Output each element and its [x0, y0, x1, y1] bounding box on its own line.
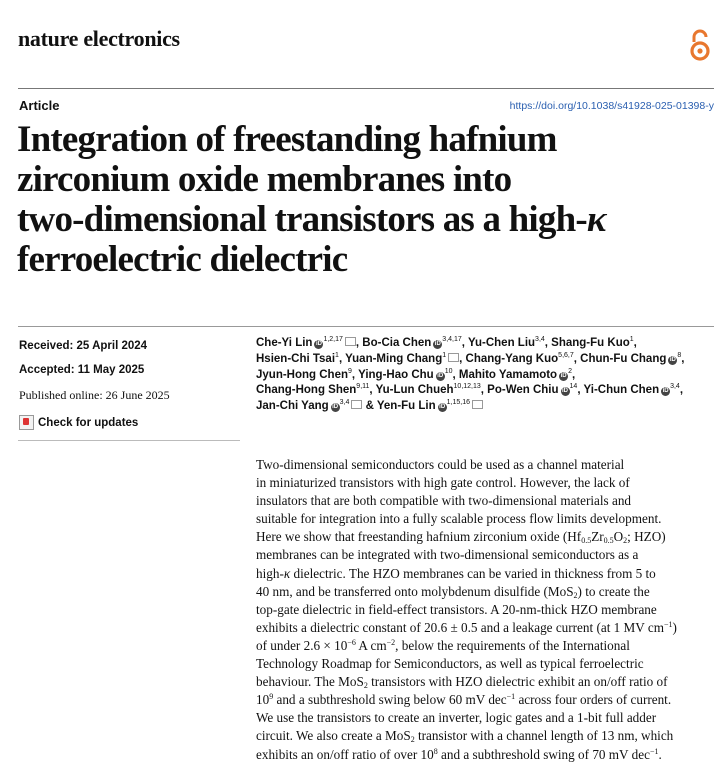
subscript: 2 [573, 590, 578, 600]
author-affil: 3,4 [670, 383, 680, 391]
text: of under 2.6 × 10 [256, 637, 348, 653]
text: O [613, 529, 624, 545]
author-affil: 1 [335, 351, 339, 359]
separator: , [355, 337, 363, 349]
abstract-line: in miniaturized transistors with high gate control. However, the lack of [256, 475, 630, 491]
author-affil: 1 [629, 336, 634, 343]
separator: , [452, 368, 459, 381]
abstract-line [256, 637, 718, 655]
author-name[interactable]: Yu-Chen Liu [467, 337, 536, 349]
author-name[interactable]: Shang-Fu Kuo [551, 337, 630, 349]
abstract-line [256, 528, 718, 546]
orcid-icon[interactable]: iD [437, 372, 444, 379]
text: Zr [591, 529, 604, 545]
abstract-line: membranes can be integrated with two-dimensional semiconductors as a [256, 547, 639, 563]
title-kappa: κ [586, 199, 606, 240]
email-icon[interactable] [448, 353, 459, 362]
superscript: −1 [649, 746, 659, 756]
orcid-icon[interactable]: iD [434, 341, 441, 347]
author-name[interactable]: Yi-Chun Chen [583, 384, 660, 397]
text: . [658, 746, 662, 762]
title-line: ferroelectric dielectric [17, 239, 348, 280]
author-name[interactable]: Jan-Chi Yang [256, 400, 329, 413]
text: ; HZO) [627, 529, 666, 545]
text: and a subthreshold swing of 70 mV dec [437, 746, 650, 762]
separator: , [573, 352, 581, 365]
abstract [256, 456, 718, 764]
text: across four orders of current. [515, 692, 672, 708]
separator: , [338, 352, 346, 365]
abstract-line: We use the transistors to create an inverter, logic gates and a 1-bit full adder [256, 710, 657, 726]
separator: , [369, 384, 376, 397]
check-for-updates-button[interactable] [19, 415, 138, 430]
orcid-icon[interactable]: iD [562, 388, 569, 395]
open-access-icon [688, 28, 712, 62]
orcid-icon[interactable]: iD [669, 356, 676, 363]
text: circuit. We also create a MoS [256, 728, 411, 744]
check-updates-label: Check for updates [38, 416, 139, 429]
subscript: 2 [410, 735, 415, 745]
author-affil: 10 [444, 367, 453, 375]
superscript: 9 [269, 692, 274, 702]
author-affil: 10,12,13 [453, 383, 481, 391]
separator: , [459, 352, 466, 365]
abstract-line: Technology Roadmap for Semiconductors, as well as typical ferroelectric [256, 656, 644, 672]
text: transistors with HZO dielectric exhibit an on/off ratio of [367, 674, 668, 690]
text: dielectric. The HZO membranes can be varied in thickness from 5 to [290, 565, 656, 581]
author-name[interactable]: Ying-Hao Chu [358, 368, 434, 381]
title-line [17, 200, 717, 240]
subscript: 2 [623, 536, 628, 546]
doi-link[interactable]: https://doi.org/10.1038/s41928-025-01398-y [509, 100, 714, 112]
author-affil: 2 [568, 367, 572, 375]
orcid-icon[interactable]: iD [662, 388, 669, 395]
orcid-icon[interactable]: iD [332, 404, 339, 411]
text: exhibits a dielectric constant of 20.6 ± 0.5 and a leakage current (at 1 MV cm [256, 619, 664, 635]
text: 10 [256, 692, 270, 708]
article-title [17, 120, 717, 280]
text: behaviour. The MoS [256, 674, 364, 690]
section-divider [18, 326, 714, 327]
title-text: two-dimensional transistors as a high- [17, 199, 587, 240]
author-affil: 3,4 [339, 399, 350, 407]
author-name[interactable]: Bo-Cia Chen [362, 337, 432, 349]
text: and a subthreshold swing below 60 mV dec [273, 692, 507, 708]
title-line: Integration of freestanding hafnium [17, 119, 557, 160]
separator: , [351, 368, 359, 381]
superscript: −1 [506, 692, 516, 702]
text: , below the requirements of the International [395, 637, 630, 653]
text: transistor with a channel length of 13 nm, which [414, 728, 674, 744]
title-line: zirconium oxide membranes into [17, 159, 512, 200]
author-line [256, 399, 716, 415]
separator: , [461, 337, 468, 349]
abstract-line: suitable for integration into a fully scalable process flow limits development. [256, 511, 662, 527]
dates-divider [18, 440, 240, 441]
abstract-line [256, 583, 718, 601]
author-name[interactable]: Che-Yi Lin [256, 337, 313, 349]
author-affil: 5,6,7 [558, 351, 574, 359]
superscript: −6 [347, 637, 356, 647]
abstract-line: Two-dimensional semiconductors could be used as a channel material [256, 457, 625, 472]
author-name[interactable]: Yuan-Ming Chang [345, 352, 443, 365]
author-affil: 1 [442, 351, 447, 359]
subscript: 0.5 [603, 536, 614, 546]
author-name[interactable]: Jyun-Hong Chen [256, 368, 348, 381]
author-name[interactable]: Yen-Fu Lin [376, 400, 436, 413]
author-affil: 3,4 [535, 336, 545, 343]
text: high- [256, 565, 284, 581]
subscript: 0.5 [581, 536, 592, 546]
email-icon[interactable] [345, 337, 356, 346]
separator: , [577, 384, 584, 397]
accepted-date: Accepted: 11 May 2025 [19, 364, 145, 376]
separator: & [362, 400, 377, 413]
superscript: 8 [433, 746, 438, 756]
author-name[interactable]: Po-Wen Chiu [487, 384, 559, 397]
separator: , [544, 337, 552, 349]
abstract-line [256, 727, 718, 745]
separator: , [480, 384, 488, 397]
author-affil: 14 [569, 383, 578, 391]
text: ) to create the [577, 583, 650, 599]
abstract-line [256, 746, 718, 764]
author-affil: 3,4,17 [442, 336, 462, 343]
received-date: Received: 25 April 2024 [19, 340, 148, 352]
email-icon[interactable] [472, 400, 483, 409]
text: Here we show that freestanding hafnium zirconium oxide (Hf [256, 529, 582, 545]
text: exhibits an on/off ratio of over 10 [256, 746, 434, 762]
superscript: −2 [386, 637, 396, 647]
abstract-line: insulators that are both compatible with two-dimensional materials and [256, 493, 632, 509]
author-name[interactable]: Chang-Yang Kuo [465, 352, 559, 365]
author-name[interactable]: Chun-Fu Chang [580, 352, 667, 365]
orcid-icon[interactable]: iD [315, 341, 322, 347]
orcid-icon[interactable]: iD [439, 404, 446, 411]
abstract-line [256, 565, 718, 583]
author-affil: 9 [348, 367, 352, 375]
email-icon[interactable] [351, 400, 362, 409]
journal-name[interactable]: nature electronics [18, 26, 180, 51]
author-line: Jyun-Hong Chen$^9$, Ying-Hao Chu $iD^{10}$, Mahito Yamamoto $iD^2$, [256, 367, 576, 381]
abstract-line [256, 619, 718, 637]
published-date: Published online: 26 June 2025 [19, 388, 170, 402]
header-divider [18, 88, 714, 89]
author-line: Che-Yi Lin iD$^{1,2,17}$ , Bo-Cia Chen iD$^{3,4,17}$, Yu-Chen Liu$^{3,4}$, Shang-Fu Kuo$^1$, [256, 336, 637, 349]
article-type: Article [19, 98, 60, 113]
author-line: Hsien-Chi Tsai$^1$, Yuan-Ming Chang$^1$ , Chang-Yang Kuo$^{5,6,7}$, Chun-Fu Chang $iD^8$, [256, 351, 685, 365]
author-affil: 1,2,17 [323, 336, 343, 343]
author-name[interactable]: Chang-Hong Shen [256, 384, 357, 397]
abstract-line [256, 673, 718, 691]
abstract-line [256, 691, 718, 709]
text: 40 nm, and be transferred onto molybdenum disulfide (MoS [256, 583, 574, 599]
author-name[interactable]: Yu-Lun Chueh [375, 384, 454, 397]
text: A cm [355, 637, 387, 653]
author-affil: 1,15,16 [446, 399, 471, 407]
author-line: Chang-Hong Shen$^{9,11}$, Yu-Lun Chueh$^{10,12,13}$, Po-Wen Chiu $iD^{14}$, Yi-Chun Chen iD$^{3,4}$, [256, 383, 684, 397]
text: ) [672, 619, 677, 635]
kappa: κ [283, 565, 291, 581]
author-affil: 9,11 [356, 383, 370, 391]
author-name[interactable]: Hsien-Chi Tsai [256, 352, 336, 365]
author-list [256, 336, 716, 415]
check-updates-icon [19, 415, 34, 430]
subscript: 2 [363, 681, 368, 691]
author-name[interactable]: Mahito Yamamoto [458, 368, 558, 381]
superscript: −1 [663, 619, 673, 629]
author-affil: 8 [677, 351, 682, 359]
orcid-icon[interactable]: iD [560, 372, 567, 379]
abstract-line: top-gate dielectric in field-effect transistors. A 20-nm-thick HZO membrane [256, 601, 657, 617]
